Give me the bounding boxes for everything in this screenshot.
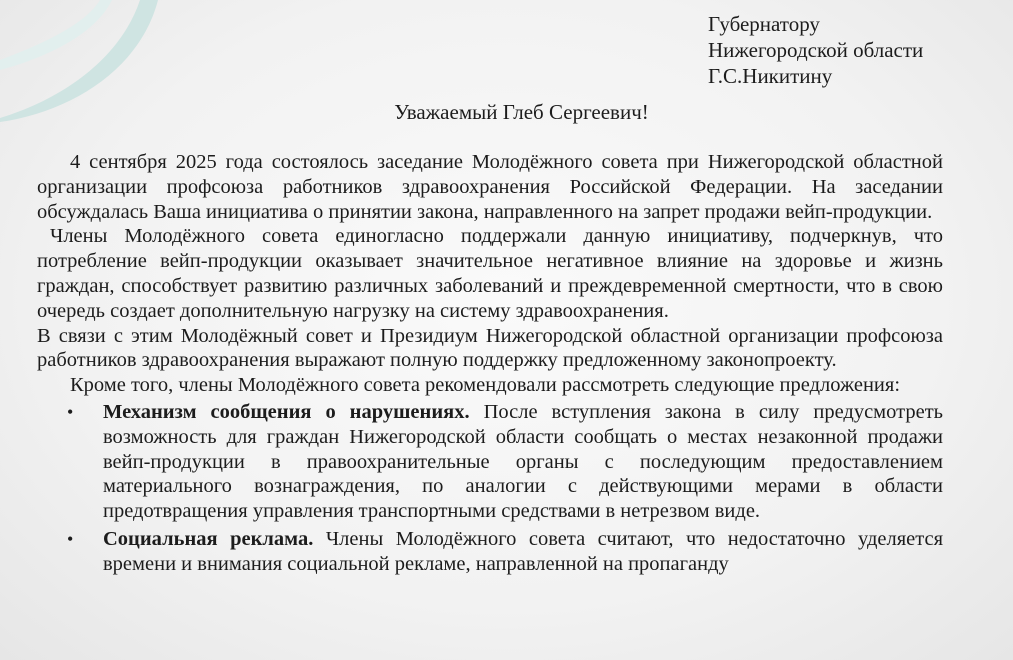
list-item — [67, 527, 943, 577]
addressee-title: Губернатору — [708, 12, 820, 36]
paragraph-support: Члены Молодёжного совета единогласно поддержали данную инициативу, подчеркнув, что потребление вейп-продукции оказывает значительное негативное влияние на здоровье и жизнь граждан, способствует развитию различных заболеваний и преждевременной смертности, что в свою очередь создает дополнительную нагрузку на систему здравоохранения. — [37, 225, 943, 322]
proposal-title: Социальная реклама. — [103, 527, 314, 550]
bullet-icon: • — [67, 401, 74, 422]
addressee-region: Нижегородской области — [708, 38, 924, 62]
bullet-icon: • — [67, 528, 74, 549]
addressee-name: Г.С.Никитину — [708, 64, 833, 88]
proposal-title: Механизм сообщения о нарушениях. — [103, 400, 470, 423]
paragraph-presidium: В связи с этим Молодёжный совет и Президиум Нижегородской областной организации профсоюза работников здравоохранения выражают полную поддержку предложенному законопроекту. — [37, 324, 943, 372]
proposal-text: После вступления закона в силу предусмотреть возможность для граждан Нижегородской области сообщать о местах незаконной продажи вейп-продукции в правоохранительные органы с последующим предоставлением материального вознаграждения, по аналогии с действующими мерами в области предотвращения управления транспортными средствами в нетрезвом виде. — [103, 400, 944, 523]
paragraph-meeting: 4 сентября 2025 года состоялось заседание Молодёжного совета при Нижегородской областной организации профсоюза работников здравоохранения Российской Федерации. На заседании обсуждалась Ваша инициатива о принятии закона, направленного на запрет продажи вейп-продукции. — [37, 151, 943, 223]
paragraph-proposals-intro: Кроме того, члены Молодёжного совета рекомендовали рассмотреть следующие предложения: — [70, 374, 901, 397]
proposals-list — [37, 400, 943, 577]
addressee-block — [708, 11, 923, 89]
list-item — [67, 400, 944, 524]
proposal-text: Члены Молодёжного совета считают, что недостаточно уделяется времени и внимания социальной рекламе, направленной на пропаганду — [103, 527, 943, 575]
greeting: Уважаемый Глеб Сергеевич! — [394, 100, 649, 124]
letter-body — [37, 150, 943, 580]
